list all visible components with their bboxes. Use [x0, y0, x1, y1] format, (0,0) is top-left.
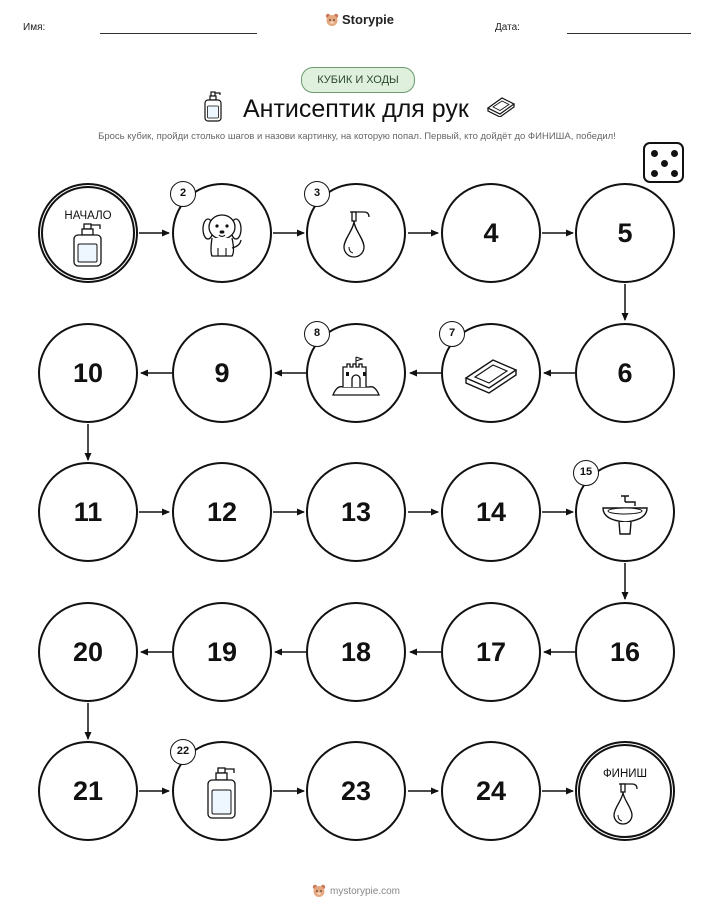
board-cell-18[interactable]: [306, 602, 406, 702]
liquid-drop-icon: [340, 209, 372, 259]
cell-number: 18: [340, 636, 372, 667]
soap-bar-icon: [463, 356, 519, 394]
cell-number: 13: [340, 496, 372, 527]
board-cell-22[interactable]: [172, 741, 272, 841]
name-label: Имя:: [23, 22, 46, 33]
sand-castle-icon: [331, 355, 381, 397]
bear-mascot-icon: [312, 884, 326, 898]
cell-number: 12: [206, 496, 238, 527]
sink-icon: [599, 492, 651, 536]
board-cell-10[interactable]: [38, 323, 138, 423]
footer-site-link[interactable]: mystorypie.com: [330, 885, 401, 897]
board-cell-3[interactable]: [306, 183, 406, 283]
cell-number-badge: 15: [573, 460, 599, 486]
board-cell-6[interactable]: [575, 323, 675, 423]
liquid-drop-icon: [610, 781, 640, 827]
cell-number-badge: 3: [304, 181, 330, 207]
board-cell-19[interactable]: [172, 602, 272, 702]
cell-number: 5: [617, 217, 633, 248]
cell-number: 11: [73, 496, 103, 527]
cell-number: 23: [340, 775, 372, 806]
board-cell-24[interactable]: [441, 741, 541, 841]
board-cell-finish[interactable]: [575, 741, 675, 841]
board-cell-2[interactable]: [172, 183, 272, 283]
cell-number: 9: [214, 357, 230, 388]
board-cell-5[interactable]: [575, 183, 675, 283]
cell-number-badge: 2: [170, 181, 196, 207]
sanitizer-pump-bottle-icon: [205, 766, 239, 820]
board-cell-7[interactable]: [441, 323, 541, 423]
board-cell-20[interactable]: [38, 602, 138, 702]
cell-number: 16: [609, 636, 641, 667]
cell-number: 19: [206, 636, 238, 667]
board-cell-21[interactable]: [38, 741, 138, 841]
board-cell-12[interactable]: [172, 462, 272, 562]
cell-number-badge: 22: [170, 739, 196, 765]
game-type-badge: КУБИК И ХОДЫ: [301, 67, 415, 93]
instructions-text: Брось кубик, пройди столько шагов и назови картинку, на которую попал. Первый, кто дойдёт до ФИНИША, победил!: [98, 131, 616, 142]
board-cell-14[interactable]: [441, 462, 541, 562]
cell-number: 4: [483, 217, 499, 248]
board-cell-23[interactable]: [306, 741, 406, 841]
board-cell-8[interactable]: [306, 323, 406, 423]
cell-number: 20: [72, 636, 104, 667]
puppy-icon: [198, 212, 246, 258]
cell-number: 10: [72, 357, 104, 388]
logo-text: Storypie: [342, 12, 395, 27]
cell-number-badge: 7: [439, 321, 465, 347]
board-cell-13[interactable]: [306, 462, 406, 562]
page-title: Антисептик для рук: [243, 95, 469, 123]
cell-number: 21: [72, 775, 104, 806]
board-cell-15[interactable]: [575, 462, 675, 562]
start-label: НАЧАЛО: [64, 210, 112, 222]
board-cell-start[interactable]: [38, 183, 138, 283]
footer: [312, 884, 400, 898]
board-cell-17[interactable]: [441, 602, 541, 702]
board-cell-11[interactable]: [38, 462, 138, 562]
finish-label: ФИНИШ: [602, 768, 648, 780]
cell-number: 14: [475, 496, 507, 527]
sanitizer-pump-bottle-icon: [71, 222, 105, 268]
board-cell-9[interactable]: [172, 323, 272, 423]
cell-number: 24: [475, 775, 507, 806]
cell-number: 6: [617, 357, 633, 388]
date-label: Дата:: [495, 22, 520, 33]
cell-number-badge: 8: [304, 321, 330, 347]
cell-number: 17: [475, 636, 507, 667]
board-cell-16[interactable]: [575, 602, 675, 702]
board-cell-4[interactable]: [441, 183, 541, 283]
